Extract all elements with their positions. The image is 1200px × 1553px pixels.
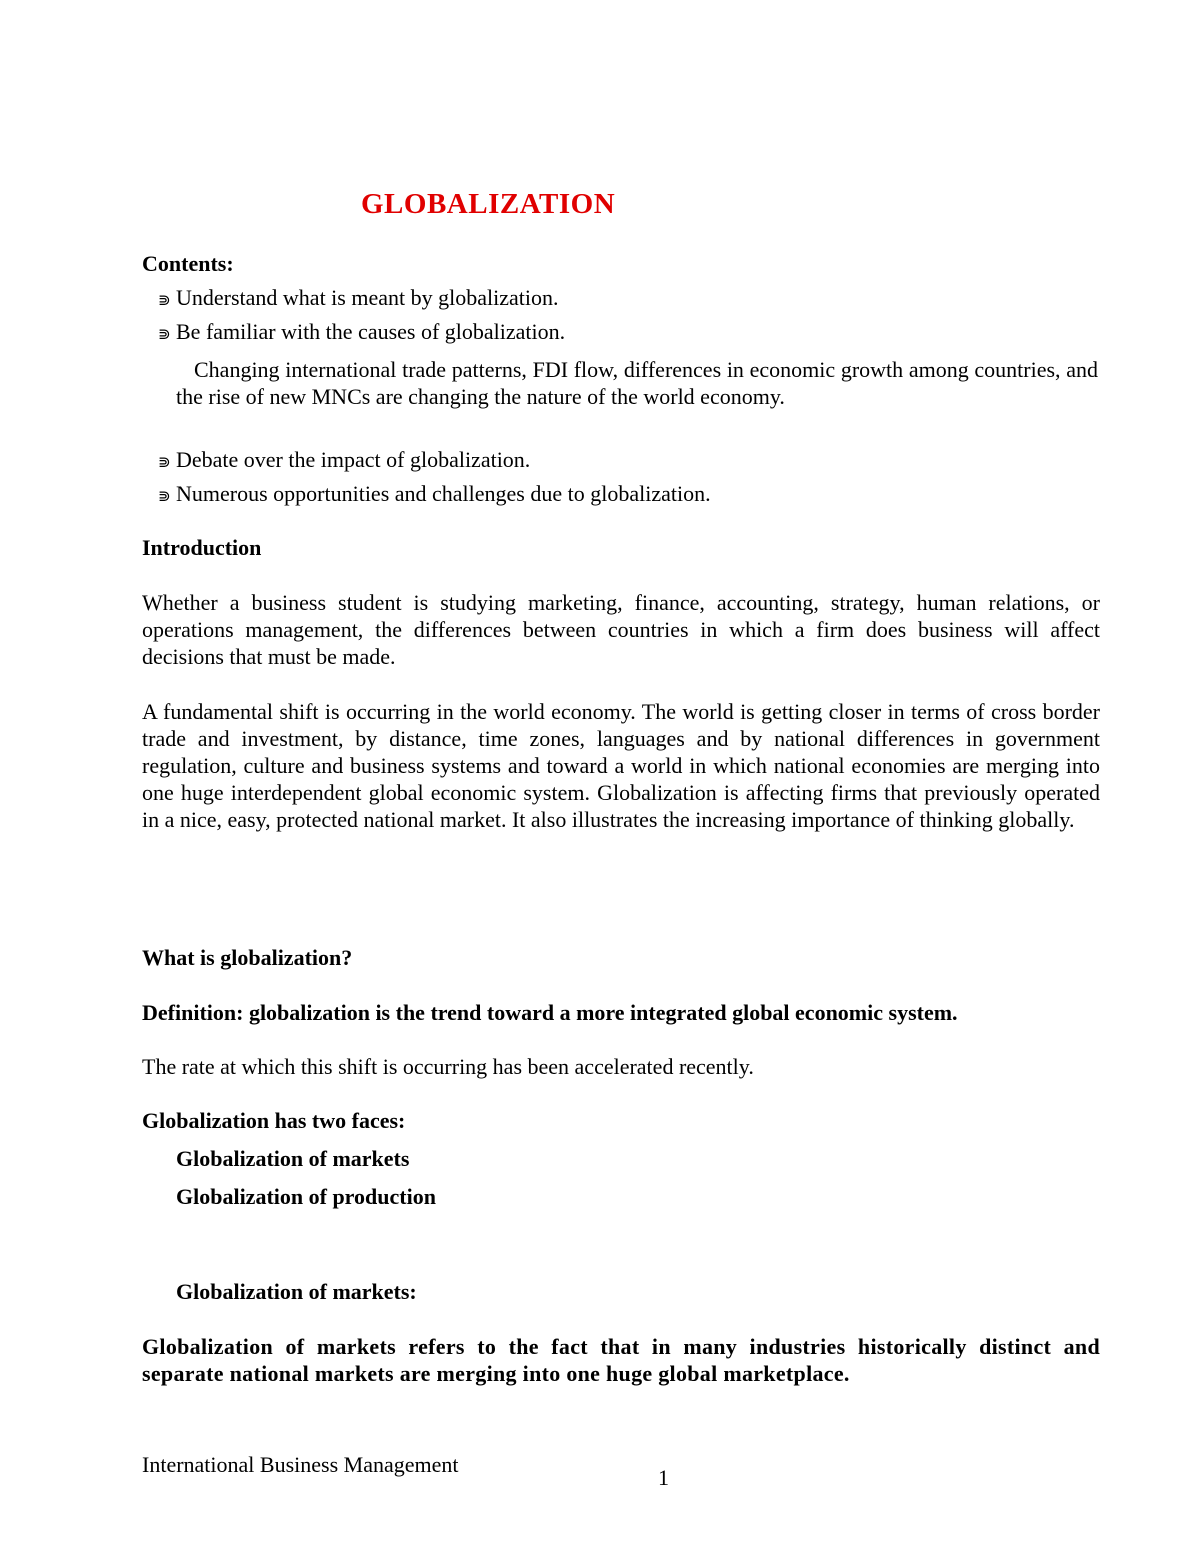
bullet-item xyxy=(158,446,530,476)
rate-text: The rate at which this shift is occurring has been accelerated recently. xyxy=(142,1054,754,1079)
markets-heading: Globalization of markets: xyxy=(176,1279,417,1304)
what-is-heading: What is globalization? xyxy=(142,945,353,970)
bullet-item xyxy=(158,480,711,510)
markets-text: Globalization of markets refers to the fact that in many industries historically distinct and separate national markets are merging into one huge global marketplace. xyxy=(142,1334,1100,1386)
page-number: 1 xyxy=(658,1465,669,1490)
footer-course-name: International Business Management xyxy=(142,1452,459,1477)
bullet-text: Understand what is meant by globalization. xyxy=(176,285,559,310)
bullet-text: Debate over the impact of globalization. xyxy=(176,447,531,472)
introduction-paragraph-2: A fundamental shift is occurring in the world economy. The world is getting closer in terms of cross border trade and investment, by distance, time zones, languages and by national differences in government regulation, culture and business systems and toward a world in which national economies are merging into one huge interdependent global economic system. Globalization is affecting firms that previously operated in a nice, easy, protected national market. It also illustrates the increasing importance of thinking globally. xyxy=(142,699,1100,832)
face-item-production: Globalization of production xyxy=(176,1184,436,1209)
bullet-icon: ⋑ xyxy=(158,453,171,471)
bullet-item xyxy=(158,318,565,348)
face-item-markets: Globalization of markets xyxy=(176,1146,410,1171)
contents-heading: Contents: xyxy=(142,251,234,276)
introduction-heading: Introduction xyxy=(142,535,262,560)
definition-text: Definition: globalization is the trend toward a more integrated global economic system. xyxy=(142,1000,958,1025)
bullet-text: Numerous opportunities and challenges due to globalization. xyxy=(176,481,711,506)
bullet-icon: ⋑ xyxy=(158,487,171,505)
bullet-icon: ⋑ xyxy=(158,325,171,343)
bullet-icon: ⋑ xyxy=(158,291,171,309)
contents-note: Changing international trade patterns, FDI flow, differences in economic growth among countries, and the rise of new MNCs are changing the nature of the world economy. xyxy=(176,357,1098,409)
bullet-text: Be familiar with the causes of globalization. xyxy=(176,319,566,344)
two-faces-heading: Globalization has two faces: xyxy=(142,1108,406,1133)
document-title: GLOBALIZATION xyxy=(361,188,616,220)
introduction-paragraph-1: Whether a business student is studying marketing, finance, accounting, strategy, human relations, or operations management, the differences between countries in which a firm does business will affect decisions that must be made. xyxy=(142,590,1100,669)
bullet-item xyxy=(158,284,558,314)
